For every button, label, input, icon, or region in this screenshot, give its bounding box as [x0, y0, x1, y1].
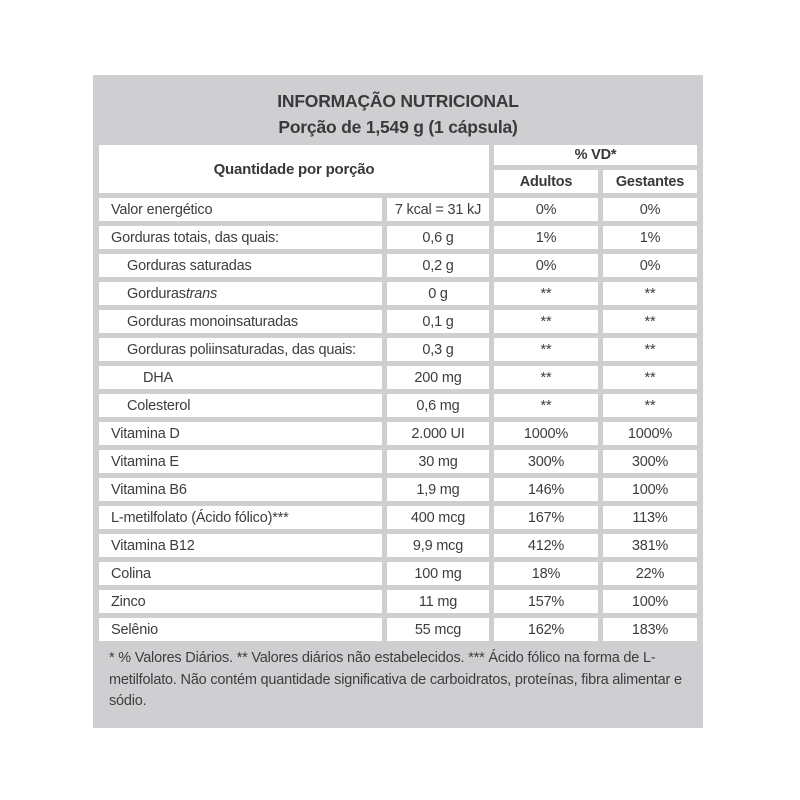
nutrient-amount-cell: 0 g — [387, 282, 489, 305]
nutrient-dv-pregnant-cell: 100% — [603, 478, 697, 501]
nutrient-label-text: DHA — [143, 369, 174, 386]
header-pregnant-column: Gestantes — [603, 170, 697, 193]
nutrient-label-text: Valor energético — [111, 201, 213, 218]
nutrient-dv-adults-cell: ** — [494, 366, 598, 389]
header-percent-daily-value: % VD* — [494, 145, 697, 165]
nutrient-label-text: Gorduras poliinsaturadas, das quais: — [127, 341, 356, 358]
nutrient-name-cell — [99, 254, 382, 277]
nutrient-amount-cell: 2.000 UI — [387, 422, 489, 445]
nutrient-name-cell — [99, 338, 382, 361]
nutrient-name-cell — [99, 590, 382, 613]
nutrient-dv-adults-cell: 18% — [494, 562, 598, 585]
footnote-text: * % Valores Diários. ** Valores diários não estabelecidos. *** Ácido fólico na forma de L-metilfolato. Não contém quantidade significativa de carboidratos, proteínas, fibra alimentar e sódio. — [109, 650, 682, 709]
nutrient-dv-pregnant-cell: 113% — [603, 506, 697, 529]
nutrient-dv-pregnant-cell: 183% — [603, 618, 697, 641]
nutrient-label-text: Colesterol — [127, 397, 191, 414]
nutrient-label-text: Vitamina B12 — [111, 537, 195, 554]
nutrient-dv-adults-cell: 1% — [494, 226, 598, 249]
nutrient-dv-pregnant-cell: ** — [603, 310, 697, 333]
nutrient-dv-adults-cell: 412% — [494, 534, 598, 557]
nutrient-dv-adults-cell: ** — [494, 394, 598, 417]
nutrient-name-cell — [99, 618, 382, 641]
nutrient-label-text: Vitamina D — [111, 425, 180, 442]
nutrient-dv-pregnant-cell: 1000% — [603, 422, 697, 445]
nutrient-amount-cell: 11 mg — [387, 590, 489, 613]
nutrient-label-text: Gorduras saturadas — [127, 257, 252, 274]
nutrient-dv-pregnant-cell: ** — [603, 366, 697, 389]
nutrient-name-cell — [99, 422, 382, 445]
nutrition-table — [99, 145, 697, 641]
nutrient-label-text: Vitamina E — [111, 453, 179, 470]
nutrient-dv-pregnant-cell: 100% — [603, 590, 697, 613]
nutrient-dv-adults-cell: ** — [494, 310, 598, 333]
nutrient-label-text: Zinco — [111, 593, 146, 610]
nutrient-dv-pregnant-cell: 0% — [603, 198, 697, 221]
nutrient-dv-pregnant-cell: ** — [603, 282, 697, 305]
nutrient-label-text: Selênio — [111, 621, 158, 638]
nutrient-name-cell — [99, 198, 382, 221]
nutrient-amount-cell: 0,6 mg — [387, 394, 489, 417]
nutrient-dv-pregnant-cell: 0% — [603, 254, 697, 277]
nutrient-dv-adults-cell: 146% — [494, 478, 598, 501]
nutrient-name-cell — [99, 534, 382, 557]
nutrient-amount-cell: 0,2 g — [387, 254, 489, 277]
nutrient-amount-cell: 1,9 mg — [387, 478, 489, 501]
nutrient-label-text: Gorduras — [127, 285, 186, 302]
nutrient-dv-adults-cell: 1000% — [494, 422, 598, 445]
nutrient-dv-pregnant-cell: 300% — [603, 450, 697, 473]
nutrient-dv-adults-cell: ** — [494, 338, 598, 361]
header-quantity-per-serving: Quantidade por porção — [99, 145, 489, 193]
nutrient-dv-adults-cell: 157% — [494, 590, 598, 613]
nutrient-label-text: Gorduras monoinsaturadas — [127, 313, 298, 330]
nutrient-label-text: Colina — [111, 565, 151, 582]
nutrient-dv-adults-cell: 162% — [494, 618, 598, 641]
nutrient-amount-cell: 0,3 g — [387, 338, 489, 361]
nutrient-label-text: L-metilfolato (Ácido fólico)*** — [111, 509, 289, 526]
nutrient-name-cell — [99, 506, 382, 529]
nutrient-name-cell — [99, 366, 382, 389]
nutrient-dv-adults-cell: ** — [494, 282, 598, 305]
nutrient-name-cell — [99, 282, 382, 305]
nutrient-dv-pregnant-cell: 1% — [603, 226, 697, 249]
nutrient-dv-adults-cell: 0% — [494, 198, 598, 221]
nutrient-amount-cell: 55 mcg — [387, 618, 489, 641]
serving-size: Porção de 1,549 g (1 cápsula) — [278, 117, 518, 137]
nutrient-amount-cell: 7 kcal = 31 kJ — [387, 198, 489, 221]
nutrient-amount-cell: 0,1 g — [387, 310, 489, 333]
nutrient-name-cell — [99, 310, 382, 333]
nutrient-label-italic-text: trans — [185, 285, 218, 302]
title-band — [99, 81, 697, 140]
nutrient-dv-pregnant-cell: 22% — [603, 562, 697, 585]
nutrient-name-cell — [99, 450, 382, 473]
nutrient-amount-cell: 400 mcg — [387, 506, 489, 529]
nutrient-dv-adults-cell: 167% — [494, 506, 598, 529]
nutrient-amount-cell: 100 mg — [387, 562, 489, 585]
nutrient-name-cell — [99, 394, 382, 417]
nutrient-dv-adults-cell: 0% — [494, 254, 598, 277]
nutrient-amount-cell: 9,9 mcg — [387, 534, 489, 557]
nutrient-name-cell — [99, 226, 382, 249]
nutrient-label-text: Gorduras totais, das quais: — [111, 229, 279, 246]
nutrition-facts-label — [93, 75, 703, 728]
nutrient-dv-pregnant-cell: 381% — [603, 534, 697, 557]
nutrient-amount-cell: 30 mg — [387, 450, 489, 473]
nutrient-dv-pregnant-cell: ** — [603, 338, 697, 361]
nutrient-name-cell — [99, 562, 382, 585]
header-adults-column: Adultos — [494, 170, 598, 193]
nutrient-dv-pregnant-cell: ** — [603, 394, 697, 417]
nutrient-label-text: Vitamina B6 — [111, 481, 187, 498]
table-title: INFORMAÇÃO NUTRICIONAL — [277, 91, 519, 111]
nutrient-name-cell — [99, 478, 382, 501]
nutrient-amount-cell: 200 mg — [387, 366, 489, 389]
nutrient-dv-adults-cell: 300% — [494, 450, 598, 473]
nutrient-amount-cell: 0,6 g — [387, 226, 489, 249]
